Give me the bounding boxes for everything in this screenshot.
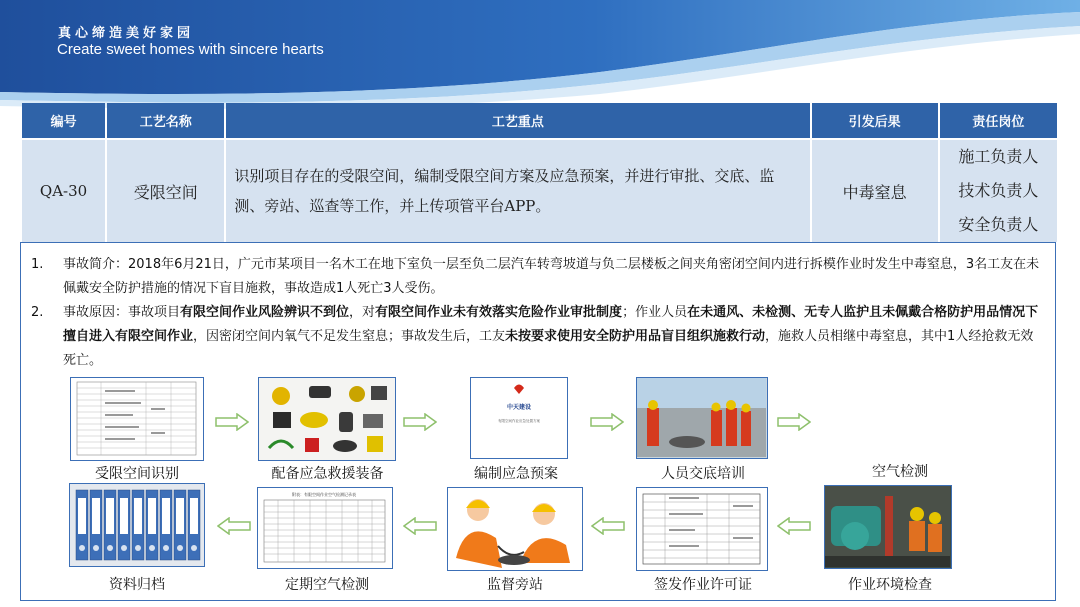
briefing-photo	[636, 377, 768, 459]
step-label: 作业环境检查	[848, 577, 932, 593]
step-label: 资料归档	[109, 577, 165, 593]
case-summary	[31, 253, 1043, 301]
step-emergency-equipment	[255, 377, 400, 483]
step-identify-confined-space	[68, 377, 206, 483]
cause-bold-2: 有限空间作业未有效落实危险作业审批制度	[375, 305, 623, 320]
step-label: 空气检测	[872, 464, 928, 480]
step-label: 编制应急预案	[474, 466, 558, 482]
supervision-illustration	[447, 487, 583, 571]
cell-consequence: 中毒窒息	[812, 140, 938, 242]
plan-cover-logo: 中天建设	[506, 404, 532, 411]
col-header-name: 工艺名称	[107, 103, 224, 138]
step-regular-air-test	[257, 483, 397, 593]
step-issue-work-permit	[636, 483, 770, 593]
responsible-construction: 施工负责人	[958, 147, 1039, 166]
air-test-record-form	[257, 487, 393, 569]
cell-key-points: 识别项目存在的受限空间，编制受限空间方案及应急预案，并进行审批、交底、监测、旁站、巡查等工作，并上传项管平台APP。	[226, 140, 809, 242]
step-label: 监督旁站	[487, 577, 543, 593]
step-label: 签发作业许可证	[654, 577, 752, 593]
col-header-consequence: 引发后果	[812, 103, 938, 138]
cause-text-4: ，因密闭空间内氧气不足发生窒息；事故发生后，工友	[193, 329, 506, 344]
step-label: 配备应急救援装备	[271, 466, 384, 482]
flow-arrow-right-icon	[777, 413, 811, 431]
emergency-plan-cover-image	[470, 377, 568, 459]
rescue-equipment-image	[258, 377, 396, 461]
flow-arrow-left-icon	[403, 517, 437, 535]
col-header-responsible: 责任岗位	[940, 103, 1057, 138]
work-permit-form	[636, 487, 768, 571]
col-header-key-points: 工艺重点	[226, 103, 809, 138]
flow-arrow-left-icon	[217, 517, 251, 535]
case-summary-text: 事故简介：2018年6月21日，广元市某项目一名木工在地下室负一层至负二层汽车转弯坡道与负二层楼板之间夹角密闭空间内进行拆模作业时发生中毒窒息，3名工友在未佩戴安全防护措施的情况下盲目施救，事故造成1人死亡3人受伤。	[63, 257, 1040, 296]
cell-responsible	[940, 140, 1057, 242]
case-list	[31, 253, 1043, 373]
step-supervision	[445, 483, 585, 593]
step-label: 人员交底培训	[661, 466, 745, 482]
step-emergency-plan	[462, 377, 570, 483]
slogan-chinese: 真心缔造美好家园	[58, 26, 195, 41]
list-number: 1.	[31, 257, 44, 272]
step-personnel-briefing	[636, 377, 770, 483]
slogan-english: Create sweet homes with sincere hearts	[57, 41, 324, 58]
identification-form-image	[70, 377, 204, 461]
cell-code: QA-30	[22, 140, 105, 242]
step-air-detection	[830, 377, 970, 483]
cause-text-1: 事故原因：事故项目	[63, 305, 181, 320]
table-row	[22, 140, 1057, 242]
archive-binders-photo	[69, 483, 205, 567]
form-title: 附表：有限空间作业空气检测记录表	[292, 492, 356, 497]
cell-name: 受限空间	[107, 140, 224, 242]
list-number: 2.	[31, 305, 44, 320]
cause-bold-3: 在未通风、未检测、无专人监护且未佩戴合格防护用品情况下擅自进入有限空间作业	[63, 305, 1039, 344]
step-label: 定期空气检测	[285, 577, 369, 593]
header-banner	[0, 0, 1080, 115]
plan-cover-title: 有限空间作业应急处置方案	[498, 419, 540, 423]
cause-bold-4: 未按要求使用安全防护用品盲目组织施救行动	[505, 329, 766, 344]
step-archiving	[67, 483, 207, 593]
cause-text-5: ，施救人员相继中毒窒息，其中1人经抢救无效死亡。	[63, 329, 1034, 368]
col-header-code: 编号	[22, 103, 105, 138]
flow-arrow-right-icon	[403, 413, 437, 431]
flow-arrow-left-icon	[591, 517, 625, 535]
step-label: 受限空间识别	[95, 466, 179, 482]
case-cause	[31, 301, 1043, 373]
cause-text-3: ；作业人员	[622, 305, 688, 320]
cause-bold-1: 有限空间作业风险辨识不到位	[180, 305, 350, 320]
process-table	[20, 101, 1059, 244]
table-header-row	[22, 103, 1057, 138]
cause-text-2: ，对	[349, 305, 376, 320]
environment-check-photo	[824, 485, 952, 569]
step-environment-check	[820, 483, 960, 593]
flow-arrow-left-icon	[777, 517, 811, 535]
flow-arrow-right-icon	[215, 413, 249, 431]
responsible-safety: 安全负责人	[958, 215, 1039, 234]
responsible-technical: 技术负责人	[958, 181, 1039, 200]
flow-arrow-right-icon	[590, 413, 624, 431]
